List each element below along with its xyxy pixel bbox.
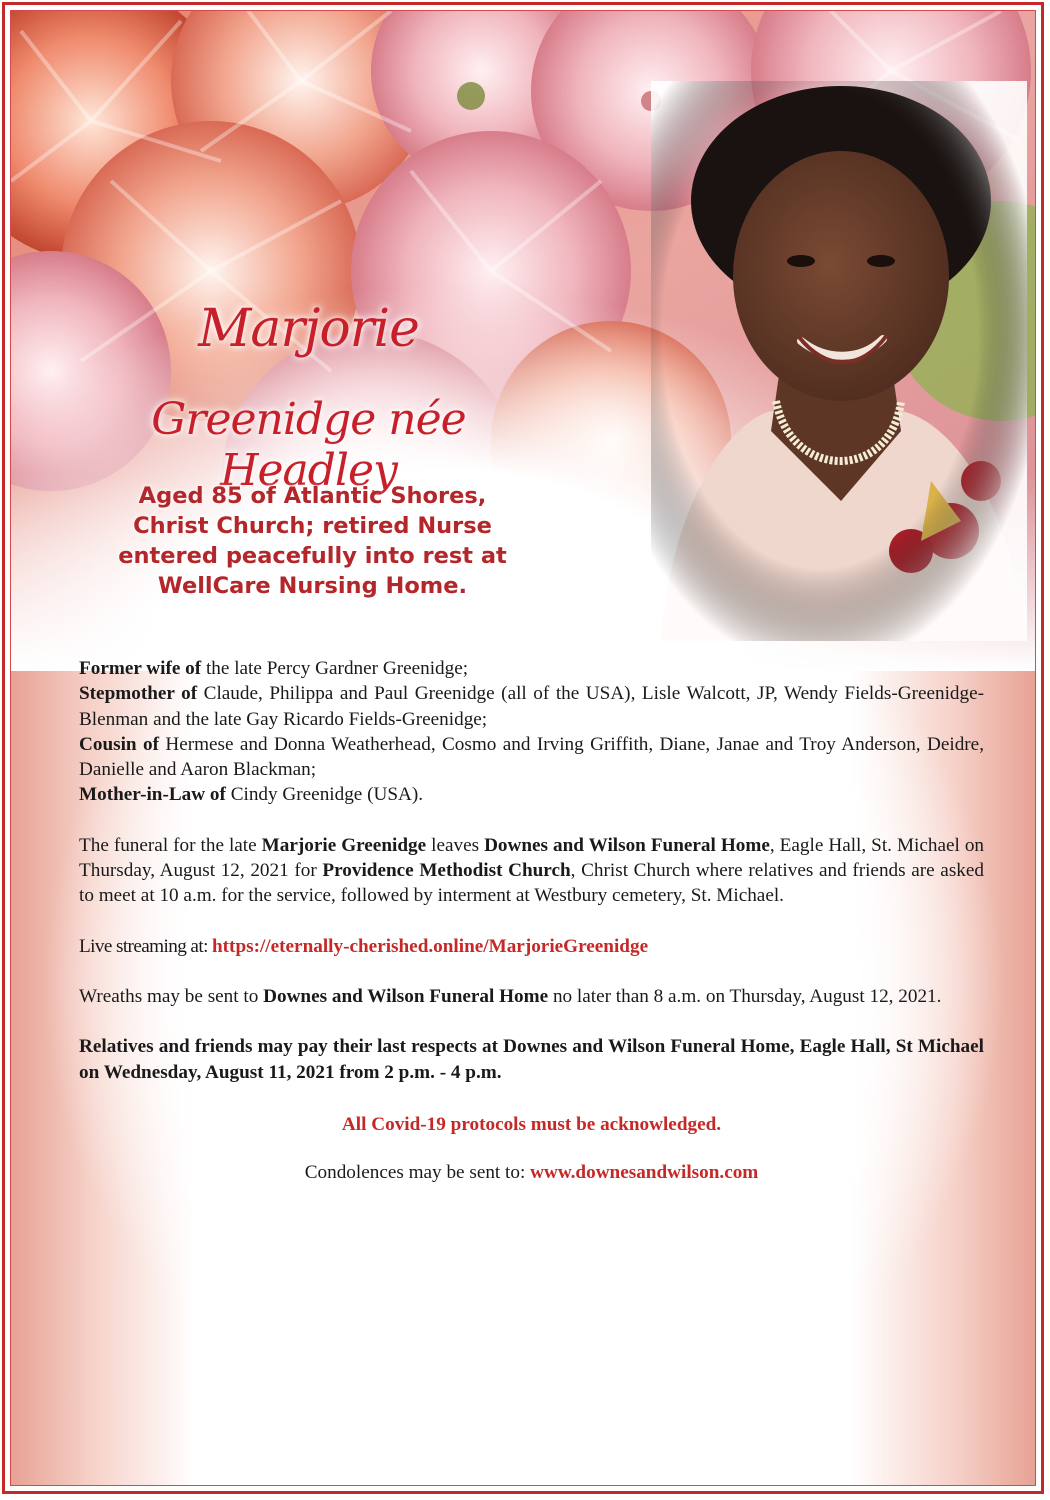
- relation-text: Cindy Greenidge (USA).: [225, 784, 424, 806]
- summary-subtitle: [95, 481, 530, 601]
- wreaths-text: Wreaths may be sent to: [79, 985, 264, 1007]
- deceased-name-bold: Marjorie Greenidge: [261, 834, 427, 856]
- funeral-details: [79, 833, 984, 909]
- funeral-text: The funeral for the late: [79, 834, 262, 856]
- subtitle-line: Aged 85 of Atlantic Shores,: [138, 483, 487, 509]
- funeral-text: leaves: [426, 834, 485, 856]
- viewing-info: Relatives and friends may pay their last respects at Downes and Wilson Funeral Home, Eagle Hall, St Michael on Wednesday, August 11, 2021 from 2 p.m. - 4 p.m.: [79, 1036, 984, 1083]
- live-stream-line: [79, 934, 984, 959]
- subtitle-line: Christ Church; retired Nurse: [133, 513, 492, 539]
- relation-text: the late Percy Gardner Greenidge;: [201, 658, 469, 679]
- wreaths-info: [79, 984, 984, 1009]
- funeral-home-name: Downes and Wilson Funeral Home: [484, 834, 770, 856]
- relation-text: Hermese and Donna Weatherhead, Cosmo and Irving Griffith, Diane, Janae and Troy Anderson, Deidre, Danielle and Aaron Blackman;: [79, 733, 984, 781]
- condolences-link[interactable]: www.downesandwilson.com: [530, 1162, 759, 1184]
- obituary-body: [79, 656, 984, 1185]
- card: [10, 10, 1036, 1486]
- live-stream-link[interactable]: https://eternally-cherished.online/MarjorieGreenidge: [212, 935, 649, 957]
- relation-cousin: [79, 732, 984, 783]
- condolences-label: Condolences may be sent to:: [304, 1162, 531, 1184]
- relation-text: Claude, Philippa and Paul Greenidge (all of the USA), Lisle Walcott, JP, Wendy Fields-Greenidge-Blenman and the late Gay Ricardo Fields-Greenidge;: [79, 683, 985, 730]
- relation-label: Cousin of: [79, 733, 159, 755]
- relation-stepmother: [79, 681, 984, 732]
- relation-label: Former wife of: [79, 658, 202, 679]
- relation-label: Stepmother of: [79, 683, 198, 705]
- subtitle-line: entered peacefully into rest at: [118, 543, 507, 569]
- deceased-full-name: Greenidge née Headley: [151, 394, 466, 496]
- church-name: Providence Methodist Church: [322, 860, 571, 882]
- relation-mother-in-law: [79, 782, 984, 807]
- live-stream-label: Live streaming at:: [79, 935, 212, 957]
- relation-label: Mother-in-Law of: [79, 784, 226, 806]
- portrait-photo: [651, 81, 1027, 641]
- deceased-first-name: Marjorie: [198, 299, 419, 359]
- funeral-home-name: Downes and Wilson Funeral Home: [263, 985, 549, 1007]
- relation-former-wife: [79, 656, 984, 681]
- subtitle-line: WellCare Nursing Home.: [157, 573, 468, 599]
- condolences-line: [79, 1160, 984, 1185]
- wreaths-text: no later than 8 a.m. on Thursday, August 12, 2021.: [548, 985, 942, 1007]
- covid-notice: All Covid-19 protocols must be acknowledged.: [341, 1113, 722, 1135]
- funeral-text: , Christ Church where relatives and friends are asked to meet at 10 a.m. for the service, followed by interment at Westbury cemetery, St. Michael.: [79, 860, 984, 907]
- funeral-text: , Eagle Hall, St. Michael on Thursday, August 12, 2021 for: [79, 834, 985, 882]
